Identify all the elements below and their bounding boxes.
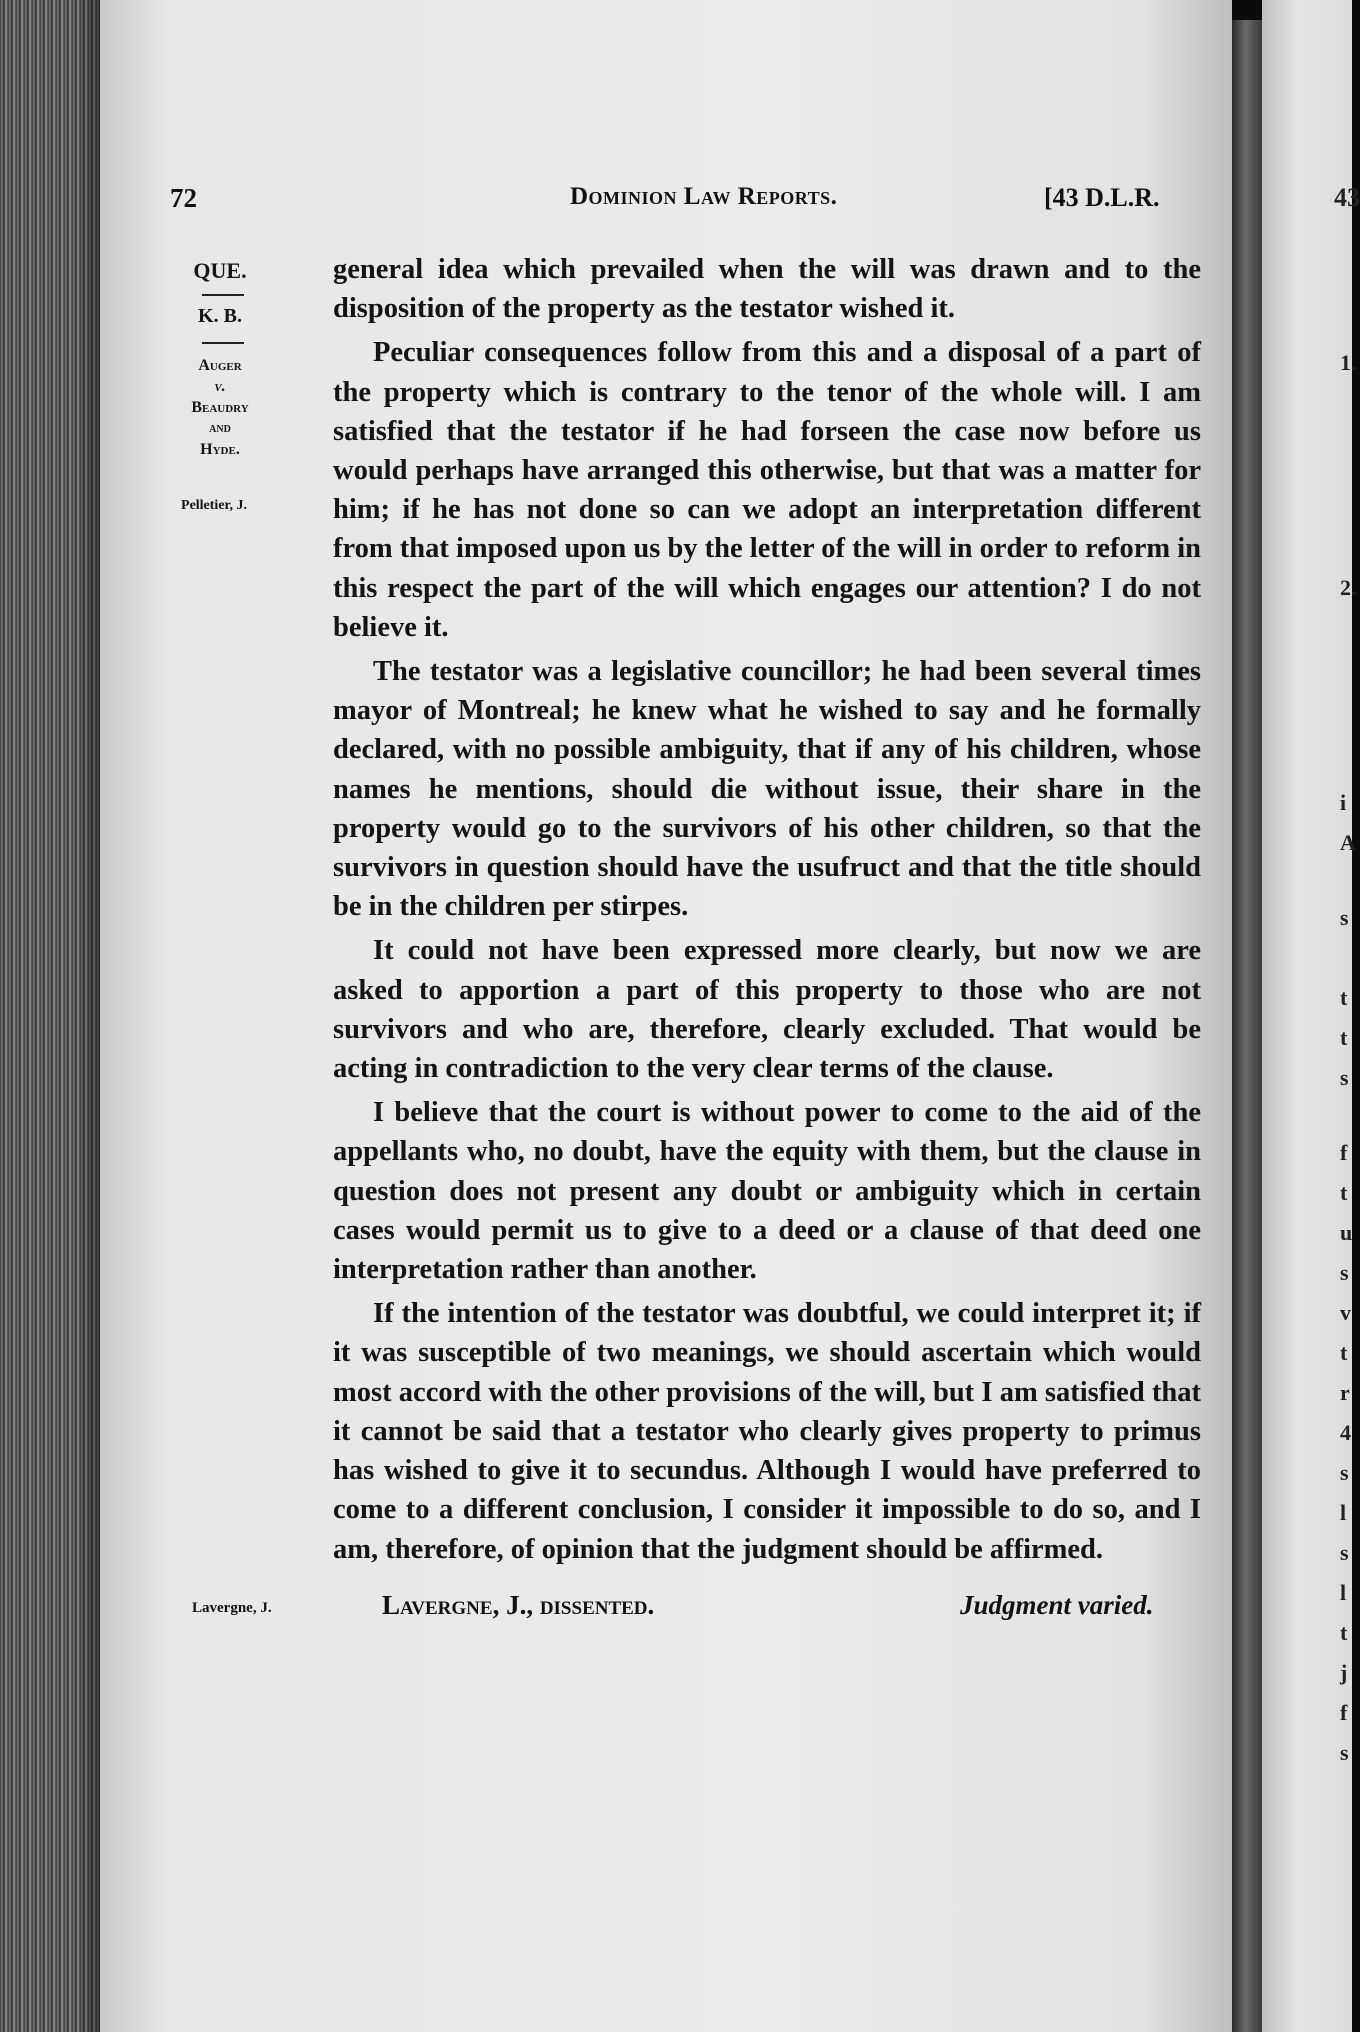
paragraph: I believe that the court is without power to come to the aid of the appellants who, no doubt, have the equity with them, but the clause in question does not present any doubt or ambiguity which in certain cases would permit us to give to a deed or a clause of that deed one interpretation rather than another. [333,1097,1201,1286]
next-page-fragment: r [1340,1380,1350,1405]
next-page-fragment: t [1340,1025,1348,1050]
next-page-fragment: f [1340,1140,1348,1165]
paragraph: It could not have been expressed more clearly, but now we are asked to apportion a part of this property to those who are not survivors and who are, therefore, clearly excluded. That would be acting in contradiction to the very clear terms of the clause. [333,935,1201,1085]
party-auger: Auger [198,357,242,374]
next-page-fragment: 4 [1340,1420,1351,1445]
rule-divider [202,294,244,296]
party-beaudry: Beaudry [191,399,249,416]
page-number: 72 [170,183,197,213]
paragraph: If the intention of the testator was doubtful, we could interpret it; if it was susceptible of two meanings, we should ascertain which would most accord with the other provisions of the will, but I am satisfied that it cannot be said that a testator who clearly gives property to primus has wished to give it to secundus. Although I would have preferred to come to a different conclusion, I consider it impossible to do so, and I am, therefore, of opinion that the judgment should be affirmed. [333,1298,1201,1565]
next-page-fragment: 43 [1334,183,1360,212]
jurisdiction: QUE. [193,258,247,283]
dissent-note: Lavergne, J., dissented. [382,1590,655,1620]
next-page-fragment: l [1340,1580,1347,1605]
paragraph: general idea which prevailed when the will was drawn and to the disposition of the property as the testator wished it. [333,254,1201,325]
next-page-fragment: j [1340,1660,1348,1685]
party-and: and [209,421,231,436]
margin-judge-lavergne: Lavergne, J. [192,1600,272,1616]
judgment-text [333,250,1201,1569]
running-title: Dominion Law Reports. [570,183,838,210]
next-page-fragment: i [1340,790,1347,815]
court: K. B. [198,305,242,327]
next-page-fragment: s [1340,905,1349,930]
versus: v. [214,378,226,395]
adjacent-page-edge [1262,0,1360,2032]
verdict: Judgment varied. [960,1590,1154,1620]
next-page-fragment: s [1340,1460,1349,1485]
page-header [100,183,1232,223]
next-page-fragment: 1. [1340,350,1357,375]
next-page-fragment: f [1340,1700,1348,1725]
next-page-fragment: s [1340,1065,1349,1090]
next-page-fragment: t [1340,985,1348,1010]
paragraph: The testator was a legislative councillor; he had been several times mayor of Montreal; he knew what he wished to say and he formally declared, with no possible ambiguity, that if any of his children, whose names he mentions, should die without issue, their share in the property would go to the survivors of his other children, so that the survivors in question should have the usufruct and that the title should be in the children per stirpes. [333,656,1201,923]
rule-divider [202,342,244,344]
judge-pelletier: Pelletier, J. [181,498,247,513]
next-page-fragment: A [1340,830,1356,855]
next-page-fragment: l [1340,1500,1347,1525]
next-page-fragment: v [1340,1300,1351,1325]
next-page-fragment: u [1340,1220,1353,1245]
next-page-fragment: s [1340,1260,1349,1285]
paragraph: Peculiar consequences follow from this and a disposal of a part of the property which is contrary to the tenor of the whole will. I am satisfied that the testator if he had forseen the case now before us would perhaps have arranged this otherwise, but that was a matter for him; if he has not done so can we adopt an interpretation different from that imposed upon us by the letter of the will in order to reform in this respect the part of the will which engages our attention? I do not believe it. [333,337,1201,643]
party-hyde: Hyde. [200,441,240,458]
book-gutter [1232,20,1262,2032]
volume-reference: [43 D.L.R. [1044,183,1160,212]
book-page [100,0,1232,2032]
next-page-fragment: 2. [1340,575,1357,600]
next-page-fragment: t [1340,1340,1348,1365]
next-page-fragment: s [1340,1740,1349,1765]
next-page-fragment: s [1340,1540,1349,1565]
next-page-fragment: t [1340,1180,1348,1205]
judgment-footer [100,1590,1232,1630]
page-edges [0,0,100,2032]
next-page-fragment: t [1340,1620,1348,1645]
